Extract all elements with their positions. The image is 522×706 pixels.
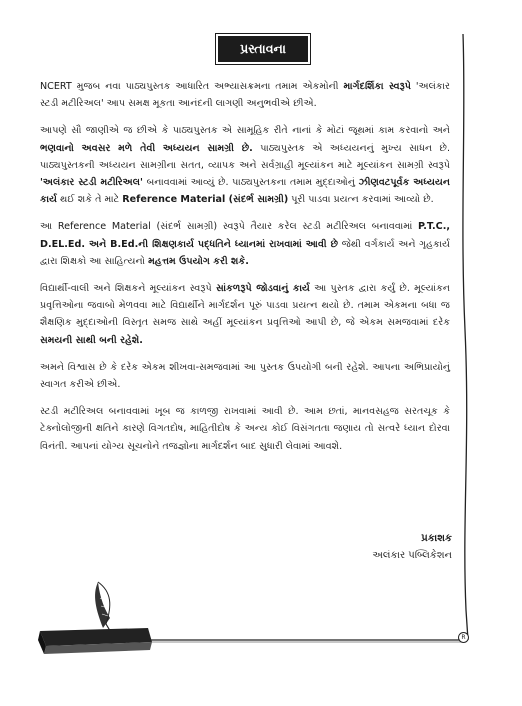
- bold-text: સમયની સાથી બની રહેશે.: [40, 334, 143, 346]
- preface-paragraph: [40, 359, 450, 393]
- text-run: વિદ્યાર્થી-વાલી અને શિક્ષકને મૂલ્યાંકન સ્વરૂપે: [40, 283, 216, 295]
- registered-mark-icon: R: [458, 632, 469, 643]
- bold-text: P.T.C., D.EL.Ed. અને B.Ed.ની શિક્ષણકાર્ય પદ્ધતિને ધ્યાનમાં રાખવામાં આવી છે: [40, 221, 450, 250]
- preface-paragraph: [40, 280, 450, 349]
- preface-paragraph: [40, 78, 450, 112]
- text-run: સ્ટડી મટીરિઅલ બનાવવામાં ખૂબ જ કાળજી રાખવામાં આવી છે. આમ છતાં, માનવસહજ સરતચૂક કે ટેક્નોલોજીની ક્ષતિને કારણે વિગતદોષ, માહિતીદોષ કે અન્ય કોઈ વિસંગતતા જણાય તો સત્વરે ધ્યાન દોરવા વિનંતી. આપનાં યોગ્ય સૂચનોને તજજ્ઞોના માર્ગદર્શન બાદ સુધારી લેવામાં આવશે.: [40, 406, 450, 452]
- bold-text: ઝીણવટપૂર્વક અધ્યયન કાર્ય: [40, 177, 451, 206]
- preface-paragraph: [40, 122, 450, 208]
- bold-text: Reference Material (સંદર્ભ સામગ્રી): [122, 194, 289, 206]
- bold-text: સાંકળરૂપે જોડવાનું કાર્ય: [215, 283, 310, 295]
- bold-text: મહત્તમ ઉપયોગ કરી શકે.: [148, 255, 249, 267]
- page-title: પ્રસ્તાવના: [218, 36, 308, 62]
- text-run: પૂરી પાડવા પ્રયત્ન કરવામાં આવ્યો છે.: [288, 194, 434, 206]
- bold-text: માર્ગદર્શિકા સ્વરૂપે: [343, 81, 411, 92]
- bold-text: 'અલંકાર સ્ટડી મટીરિઅલ': [40, 177, 143, 189]
- preface-paragraph: [40, 403, 450, 455]
- text-run: બનાવવામાં આવ્યું છે. પાઠ્યપુસ્તકના તમામ મુદ્દાઓનું: [143, 177, 359, 189]
- text-run: આ Reference Material (સંદર્ભ સામગ્રી) સ્વરૂપે તૈયાર કરેલ સ્ટડી મટીરિઅલ બનાવવામાં: [40, 221, 419, 233]
- text-run: જેથી વર્ગકાર્ય અને ગૃહકાર્ય દ્વારા શિક્ષકો આ સાહિત્યનો: [40, 238, 450, 267]
- publisher-label: પ્રકાશક: [421, 533, 452, 544]
- preface-paragraph: [40, 218, 450, 270]
- text-run: અમને વિશ્વાસ છે કે દરેક એકમ શીખવા-સમજવામાં આ પુસ્તક ઉપયોગી બની રહેશે. આપના અભિપ્રાયોનું સ્વાગત કરીએ છીએ.: [40, 361, 450, 391]
- text-run: પાઠ્યપુસ્તક એ અધ્યયનનું મુખ્ય સાધન છે. પાઠ્યપુસ્તકની અધ્યયન સામગ્રીના સતત, વ્યાપક અને સર્વગ્રાહી મૂલ્યાંકન માટે મૂલ્યાંકન સામગ્રી સ્વરૂપે: [40, 142, 451, 171]
- text-run: NCERT મુજબ નવા પાઠ્યપુસ્તક આધારિત અભ્યાસક્રમના તમામ એકમોની: [40, 81, 344, 92]
- text-run: આપણે સૌ જાણીએ જ છીએ કે પાઠ્યપુસ્તક એ સામૂહિક રીતે નાનાં કે મોટાં જૂથમાં કામ કરવાનો અને: [40, 125, 450, 137]
- text-run: થઈ શકે તે માટે: [56, 194, 123, 206]
- publisher-block: [372, 530, 452, 564]
- text-run: આ પુસ્તક દ્વારા કર્યું છે. મૂલ્યાંકન પ્રવૃત્તિઓના જવાબો મેળવવા માટે વિદ્યાર્થીને માર્ગદર્શન પૂરું પાડવા પ્રયત્ન થયો છે. તમામ એકમના બધા જ શૈક્ષણિક મુદ્દાઓની વિસ્તૃત સમજ સાથે અહીં મૂલ્યાંકન પ્રવૃત્તિઓ આપી છે, જે એકમ સમજવામાં દરેક: [40, 283, 450, 329]
- bold-text: ભણવાનો અવસર મળે તેવી અધ્યયન સામગ્રી છે.: [40, 142, 253, 154]
- text-run: 'અલંકાર સ્ટડી મટીરિઅલ' આપ સમક્ષ મૂકતા આનંદની લાગણી અનુભવીએ છીએ.: [40, 81, 450, 110]
- publisher-name: અલંકાર પબ્લિકેશન: [372, 550, 452, 561]
- preface-body: [40, 78, 450, 465]
